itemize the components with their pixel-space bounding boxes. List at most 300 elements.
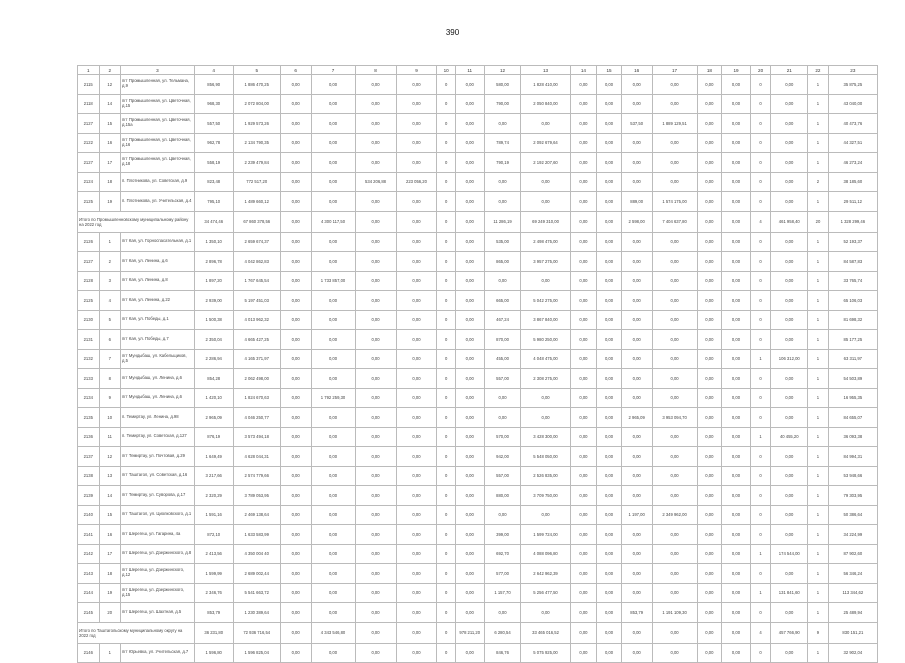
table-cell: 0 (750, 94, 770, 114)
table-cell: 1 (808, 603, 828, 623)
table-cell: 0 (437, 486, 455, 506)
table-cell: 4 048 475,00 (521, 349, 570, 369)
table-cell: 2125 (78, 291, 100, 311)
table-cell: 0 (750, 486, 770, 506)
table-cell: 2 239 479,84 (233, 153, 280, 173)
table-cell: 2130 (78, 310, 100, 330)
table-cell: 0,00 (355, 643, 396, 663)
table-cell: 0,00 (355, 388, 396, 408)
table-cell: 0,00 (311, 525, 355, 545)
table-cell: 0,00 (355, 192, 396, 212)
table-cell: 0,00 (521, 505, 570, 525)
column-number-cell: 12 (484, 66, 521, 75)
table-cell: 0,00 (570, 486, 597, 506)
table-cell: 0,00 (771, 486, 808, 506)
table-cell: 0,00 (697, 564, 722, 584)
table-cell: 0,00 (355, 330, 396, 350)
table-cell: 0,00 (771, 564, 808, 584)
column-number-cell: 21 (771, 66, 808, 75)
table-cell: 1 (808, 525, 828, 545)
table-cell: 1 (808, 408, 828, 428)
table-cell: 0 (437, 291, 455, 311)
table-cell: 1 828 410,00 (521, 75, 570, 95)
address-cell: пгт Кая, ул. Ленина, д.8 (121, 271, 195, 291)
table-cell: 0 (750, 525, 770, 545)
table-row (78, 192, 878, 212)
table-cell: 0,00 (355, 466, 396, 486)
table-row (78, 643, 878, 663)
table-cell: 0,00 (355, 544, 396, 564)
table-cell: 0,00 (722, 291, 751, 311)
table-cell: 1 (808, 349, 828, 369)
table-cell: 84 655,07 (828, 408, 877, 428)
table-cell: 14 (99, 94, 121, 114)
table-cell: 5 197 451,03 (233, 291, 280, 311)
table-cell: 580,00 (484, 75, 521, 95)
table-cell: 0,00 (621, 564, 652, 584)
table-cell: 56 346,24 (828, 564, 877, 584)
table-cell: 2122 (78, 133, 100, 153)
table-cell: 0 (750, 75, 770, 95)
table-row (78, 271, 878, 291)
subtotal-title: Итого по Таштагольскому муниципальному округу на 2022 год (78, 622, 195, 643)
table-cell: 0,00 (280, 583, 311, 603)
table-cell: 0 (437, 603, 455, 623)
table-cell: 0,00 (355, 369, 396, 389)
column-number-cell: 15 (597, 66, 622, 75)
table-row (78, 114, 878, 134)
table-cell: 1 (750, 544, 770, 564)
table-cell: 3 957 275,00 (521, 252, 570, 272)
table-row (78, 330, 878, 350)
column-number-row (78, 66, 878, 75)
table-cell: 2133 (78, 369, 100, 389)
table-cell: 53 948,66 (828, 466, 877, 486)
table-cell: 5 980 250,00 (521, 330, 570, 350)
table-cell: 25 489,94 (828, 603, 877, 623)
table-cell: 2 598,00 (621, 211, 652, 232)
column-number-cell: 14 (570, 66, 597, 75)
table-cell: 0,00 (570, 330, 597, 350)
table-cell: 0,00 (771, 172, 808, 192)
address-cell: пгт Промышленная, ул. Цветочная, д.16 (121, 133, 195, 153)
column-number-cell: 16 (621, 66, 652, 75)
table-cell: 1 792 259,30 (311, 388, 355, 408)
table-cell: 0,00 (455, 525, 484, 545)
table-cell: 1 (808, 252, 828, 272)
table-cell: 1 420,10 (194, 388, 233, 408)
table-cell: 0,00 (621, 232, 652, 252)
table-cell: 0,00 (722, 466, 751, 486)
table-cell: 1 (808, 544, 828, 564)
table-cell: 0,00 (597, 622, 622, 643)
table-cell: 8 (99, 369, 121, 389)
table-cell: 0,00 (521, 172, 570, 192)
table-cell: 1 191 109,30 (652, 603, 697, 623)
table-cell: 457 766,90 (771, 622, 808, 643)
table-cell: 0,00 (722, 349, 751, 369)
table-cell: 15 (99, 114, 121, 134)
table-cell: 0,00 (597, 211, 622, 232)
table-cell: 0,00 (771, 291, 808, 311)
table-cell: 1 (808, 114, 828, 134)
address-cell: пгт Мундыбаш, ул. Ленина, д.6 (121, 388, 195, 408)
table-cell: 1 (808, 271, 828, 291)
table-cell: 0,00 (396, 271, 437, 291)
table-cell: 0,00 (484, 114, 521, 134)
table-cell: 2 092 679,64 (521, 133, 570, 153)
table-cell: 0,00 (396, 192, 437, 212)
table-cell: 0,00 (597, 505, 622, 525)
table-cell: 0 (437, 75, 455, 95)
table-cell: 0,00 (396, 505, 437, 525)
table-cell: 0 (437, 505, 455, 525)
table-cell: 0,00 (722, 583, 751, 603)
table-cell: 2 286,94 (194, 349, 233, 369)
table-cell: 962,78 (194, 133, 233, 153)
table-cell: 0,00 (570, 114, 597, 134)
table-cell: 1 (808, 133, 828, 153)
table-cell: 0,00 (311, 114, 355, 134)
table-cell: 18 (99, 172, 121, 192)
table-cell: 2 349 962,00 (652, 505, 697, 525)
table-cell: 0,00 (355, 408, 396, 428)
table-cell: 2124 (78, 172, 100, 192)
column-number-cell: 13 (521, 66, 570, 75)
table-cell: 33 465 016,52 (521, 622, 570, 643)
table-cell: 5 548 050,00 (521, 447, 570, 467)
table-cell: 1 574 175,00 (652, 192, 697, 212)
table-cell: 0 (750, 388, 770, 408)
column-number-cell: 4 (194, 66, 233, 75)
table-cell: 0,00 (652, 447, 697, 467)
address-cell: пгт Кая, ул. Горноспасательная, д.1 (121, 232, 195, 252)
table-cell: 1 599,99 (194, 564, 233, 584)
table-cell: 2 072 804,00 (233, 94, 280, 114)
table-cell: 0 (437, 114, 455, 134)
table-cell: 0,00 (652, 369, 697, 389)
table-cell: 0,00 (771, 388, 808, 408)
column-number-cell: 11 (455, 66, 484, 75)
table-cell: 0,00 (570, 388, 597, 408)
table-cell: 0,00 (771, 192, 808, 212)
column-number-cell: 9 (396, 66, 437, 75)
table-cell: 0,00 (396, 486, 437, 506)
table-cell: 0,00 (455, 643, 484, 663)
table-cell: 0,00 (311, 349, 355, 369)
table-cell: 0,00 (597, 486, 622, 506)
table-cell: 0,00 (455, 466, 484, 486)
table-cell: 0,00 (570, 583, 597, 603)
table-cell: 880,00 (484, 486, 521, 506)
table-cell: 0,00 (652, 427, 697, 447)
table-cell: 44 327,51 (828, 133, 877, 153)
table-cell: 0,00 (570, 133, 597, 153)
table-cell: 4 013 962,32 (233, 310, 280, 330)
table-cell: 0,00 (697, 408, 722, 428)
table-cell: 0,00 (652, 349, 697, 369)
table-cell: 0,00 (722, 232, 751, 252)
table-cell: 0,00 (597, 525, 622, 545)
table-cell: 0,00 (396, 75, 437, 95)
table-cell: 3 217,66 (194, 466, 233, 486)
table-cell: 15 (99, 505, 121, 525)
table-cell: 0,00 (722, 505, 751, 525)
table-cell: 0,00 (396, 349, 437, 369)
table-cell: 0,00 (570, 544, 597, 564)
column-number-cell: 22 (808, 66, 828, 75)
table-cell: 0 (750, 505, 770, 525)
table-cell: 0,00 (597, 603, 622, 623)
table-cell: 2139 (78, 486, 100, 506)
table-cell: 1 767 645,54 (233, 271, 280, 291)
table-cell: 0,00 (455, 172, 484, 192)
table-cell: 5 (99, 310, 121, 330)
table-cell: 2 498 475,00 (521, 232, 570, 252)
table-cell: 63 311,97 (828, 349, 877, 369)
column-number-cell: 20 (750, 66, 770, 75)
table-cell: 174 544,00 (771, 544, 808, 564)
table-cell: 0,00 (570, 271, 597, 291)
table-cell: 0,00 (355, 94, 396, 114)
table-cell: 0,00 (652, 172, 697, 192)
table-cell: 1 599 724,00 (521, 525, 570, 545)
table-cell: 0,00 (597, 291, 622, 311)
table-row (78, 388, 878, 408)
table-cell: 0,00 (355, 564, 396, 584)
table-cell: 2 320,29 (194, 486, 233, 506)
table-cell: 2131 (78, 330, 100, 350)
table-cell: 35 875,25 (828, 75, 877, 95)
table-cell: 0,00 (455, 291, 484, 311)
table-cell: 0,00 (355, 583, 396, 603)
table-cell: 4 088 096,80 (521, 544, 570, 564)
table-cell: 0,00 (697, 427, 722, 447)
table-cell: 7 404 637,80 (652, 211, 697, 232)
address-cell: пгт Юрьевка, ул. Учительская, д.7 (121, 643, 195, 663)
table-row (78, 252, 878, 272)
table-row (78, 291, 878, 311)
table-cell: 0,00 (311, 291, 355, 311)
table-cell: 467,24 (484, 310, 521, 330)
table-cell: 4 042 862,83 (233, 252, 280, 272)
table-cell: 0,00 (280, 505, 311, 525)
table-cell: 968,30 (194, 94, 233, 114)
table-cell: 0,00 (597, 583, 622, 603)
table-cell: 4 350 004 40 (233, 544, 280, 564)
table-cell: 0 (750, 643, 770, 663)
table-cell: 0,00 (570, 291, 597, 311)
table-cell: 0 (437, 153, 455, 173)
table-cell: 0,00 (652, 330, 697, 350)
table-cell: 13 (99, 466, 121, 486)
table-cell: 0 (437, 330, 455, 350)
table-cell: 0,00 (311, 252, 355, 272)
table-cell: 0,00 (621, 486, 652, 506)
address-cell: пгт Кая, ул. Ленина, д.6 (121, 252, 195, 272)
table-cell: 0,00 (621, 291, 652, 311)
table-cell: 0,00 (570, 349, 597, 369)
table-cell: 6 280,54 (484, 622, 521, 643)
table-cell: 2 050 840,00 (521, 94, 570, 114)
column-number-cell: 8 (355, 66, 396, 75)
table-cell: 0,00 (597, 172, 622, 192)
table-cell: 0,00 (722, 525, 751, 545)
table-row (78, 75, 878, 95)
table-cell: 0,00 (455, 544, 484, 564)
table-cell: 1 (808, 643, 828, 663)
table-cell: 0,00 (722, 310, 751, 330)
address-cell: п. Плотникова, ул. Учительская, д.4 (121, 192, 195, 212)
table-cell: 0,00 (722, 486, 751, 506)
table-cell: 1 (808, 94, 828, 114)
table-cell: 2134 (78, 388, 100, 408)
table-cell: 2118 (78, 94, 100, 114)
table-cell: 1 (808, 427, 828, 447)
table-cell: 0,00 (722, 427, 751, 447)
table-cell: 0,00 (652, 564, 697, 584)
table-cell: 0 (750, 172, 770, 192)
table-cell: 46 273,24 (828, 153, 877, 173)
table-cell: 0 (437, 192, 455, 212)
table-row (78, 232, 878, 252)
table-cell: 1 (99, 232, 121, 252)
table-cell: 18 (99, 564, 121, 584)
table-cell: 0 (437, 211, 455, 232)
table-cell: 0,00 (396, 232, 437, 252)
table-cell: 0,00 (697, 172, 722, 192)
table-cell: 0,00 (771, 310, 808, 330)
table-cell: 0 (437, 544, 455, 564)
table-cell: 0,00 (597, 544, 622, 564)
table-cell: 4 300 117,50 (311, 211, 355, 232)
table-cell: 0,00 (652, 271, 697, 291)
table-cell: 0,00 (455, 153, 484, 173)
table-cell: 0,00 (771, 252, 808, 272)
table-cell: 0,00 (455, 505, 484, 525)
table-cell: 54 503,89 (828, 369, 877, 389)
table-cell: 0,00 (280, 622, 311, 643)
table-cell: 1 350,10 (194, 232, 233, 252)
table-cell: 0,00 (652, 466, 697, 486)
table-cell: 0,00 (396, 310, 437, 330)
table-cell: 0,00 (311, 133, 355, 153)
subtotal-title: Итого по Промышленновскому муниципальному району на 2022 год (78, 211, 195, 232)
table-cell: 0 (437, 349, 455, 369)
table-cell: 2 192 207,60 (521, 153, 570, 173)
table-cell: 0,00 (652, 133, 697, 153)
table-cell: 0,00 (280, 466, 311, 486)
table-cell: 2 939,00 (194, 291, 233, 311)
table-cell: 2 659 674,37 (233, 232, 280, 252)
table-cell: 876,19 (194, 427, 233, 447)
table-cell: 0 (750, 447, 770, 467)
table-cell: 557,00 (484, 466, 521, 486)
table-cell: 0,00 (621, 330, 652, 350)
address-cell: п. Плотникова, ул. Советская, д.9 (121, 172, 195, 192)
table-cell: 4 046 250,77 (233, 408, 280, 428)
table-cell: 0,00 (621, 466, 652, 486)
table-cell: 0,00 (722, 544, 751, 564)
table-cell: 0,00 (570, 94, 597, 114)
table-cell: 978 211,20 (455, 622, 484, 643)
table-cell: 0,00 (396, 133, 437, 153)
table-cell: 0,00 (570, 232, 597, 252)
table-cell: 69 249 310,00 (521, 211, 570, 232)
table-cell: 0,00 (355, 505, 396, 525)
table-cell: 537,50 (621, 114, 652, 134)
table-cell: 3 573 494,18 (233, 427, 280, 447)
table-cell: 0,00 (621, 153, 652, 173)
table-cell: 0,00 (597, 447, 622, 467)
table-cell: 0,00 (771, 153, 808, 173)
table-cell: 0,00 (396, 388, 437, 408)
address-cell: пгт Шерегеш, ул. Гагарина, 4а (121, 525, 195, 545)
table-cell: 0,00 (455, 583, 484, 603)
table-cell: 11 286,19 (484, 211, 521, 232)
table-cell: 0,00 (355, 211, 396, 232)
table-cell: 0,00 (311, 330, 355, 350)
table-cell: 36 093,38 (828, 427, 877, 447)
table-cell: 2 062 498,00 (233, 369, 280, 389)
table-cell: 0,00 (280, 291, 311, 311)
table-cell: 0,00 (570, 192, 597, 212)
table-cell: 0,00 (455, 252, 484, 272)
table-cell: 1 (808, 564, 828, 584)
table-cell: 0,00 (455, 271, 484, 291)
table-cell: 0,00 (311, 603, 355, 623)
table-cell: 0 (750, 114, 770, 134)
table-cell: 0,00 (697, 252, 722, 272)
table-cell: 67 860 378,56 (233, 211, 280, 232)
table-cell: 0,00 (697, 291, 722, 311)
table-cell: 1 633 583,99 (233, 525, 280, 545)
table-cell: 0,00 (455, 603, 484, 623)
table-cell: 2 526 835,00 (521, 466, 570, 486)
table-cell: 1 649,49 (194, 447, 233, 467)
table-cell: 34 474,46 (194, 211, 233, 232)
table-cell: 0,00 (722, 564, 751, 584)
table-cell: 2136 (78, 427, 100, 447)
table-cell: 4 343 546,80 (311, 622, 355, 643)
table-cell: 0,00 (570, 408, 597, 428)
table-cell: 0,00 (355, 232, 396, 252)
table-cell: 0,00 (621, 349, 652, 369)
table-cell: 0,00 (722, 447, 751, 467)
table-cell: 52 193,37 (828, 232, 877, 252)
table-cell: 2145 (78, 603, 100, 623)
table-cell: 0,00 (355, 603, 396, 623)
table-cell: 0,00 (722, 252, 751, 272)
table-cell: 0,00 (597, 564, 622, 584)
address-cell: пгт Шерегеш, ул. Дзержинского, д.12 (121, 564, 195, 584)
table-cell: 0,00 (621, 94, 652, 114)
table-cell: 0,00 (771, 133, 808, 153)
table-cell: 0,00 (455, 408, 484, 428)
table-cell: 2 469 138,64 (233, 505, 280, 525)
table-cell: 0,00 (597, 232, 622, 252)
table-cell: 2 308 275,00 (521, 369, 570, 389)
table-cell: 399,00 (484, 525, 521, 545)
table-cell: 2137 (78, 447, 100, 467)
table-row (78, 94, 878, 114)
table-cell: 0,00 (621, 447, 652, 467)
table-cell: 0,00 (771, 447, 808, 467)
table-cell: 0 (437, 232, 455, 252)
table-cell: 65 106,03 (828, 291, 877, 311)
table-cell: 0,00 (597, 427, 622, 447)
table-cell: 81 698,32 (828, 310, 877, 330)
